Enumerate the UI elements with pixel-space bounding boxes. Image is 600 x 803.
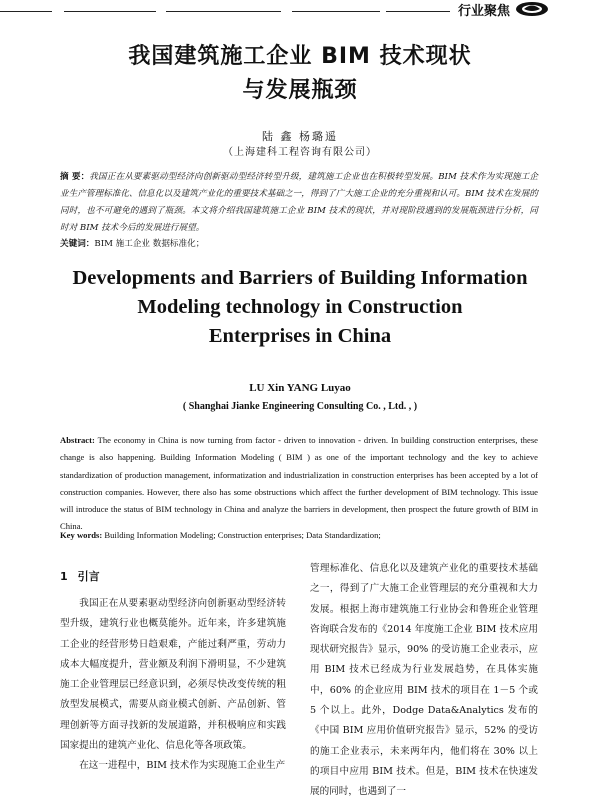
english-keywords [60,528,538,542]
english-title-line-1: Developments and Barriers of Building Information [72,267,528,289]
chinese-authors: 陆 鑫 杨璐遥 [262,130,338,143]
chinese-title [0,40,600,108]
english-affiliation: ( Shanghai Jianke Engineering Consulting Co. , Ltd. , ) [182,401,418,412]
chinese-keywords-label: 关键词： [60,239,95,249]
chinese-keywords [60,237,538,251]
english-abstract-label: Abstract: [60,435,95,445]
chinese-abstract-label: 摘 要： [60,172,90,182]
header-rule [292,11,380,12]
english-authors: LU Xin YANG Luyao [249,382,351,394]
chinese-affiliation: （上海建科工程咨询有限公司） [223,147,377,158]
chinese-abstract-text: 我国正在从要素驱动型经济向创新驱动型经济转型升级，建筑施工企业也在积极转型发展。BIM 技术作为实现施工企业生产管理标准化、信息化以及建筑产业化的重要技术基础之一，得到了广大施工企业的充分重视和认可。BIM 技术在发展的同时，也不可避免的遇到了瓶颈。本文将介绍我国建筑施工企业 BIM 技术的现状，并对现阶段遇到的发展瓶颈进行分析，同时对 BIM 技术今后的发展进行展望。 [60,172,538,233]
english-abstract-text: The economy in China is now turning from factor - driven to innovation - driven. In building construction enterprises, these change is also happening. Building Information Modeling ( BIM ) as one of the important technology and the key to achieve standardization of production management, informatization and industrialization in construction enterprises has been accepted by a lot of construction companies. However, there also has some obstructions which affect the further development of BIM technology. This issue will introduce the status of BIM technology in China and analyze the barriers in development, then prospect the future growth of BIM in China. [60,435,538,532]
body-paragraph: 我国正在从要素驱动型经济向创新驱动型经济转型升级，建筑行业也概莫能外。近年来，许多建筑施工企业的经营形势日趋艰难，产能过剩严重，劳动力成本大幅度提升，营业额及利润下滑明显，不少建筑施工企业管理层已经意识到，必须尽快改变传统的粗放型发展模式，需要从商业模式创新、产品创新、管理创新等方面寻找新的发展道路，并积极响应和实践国家提出的建筑产业化、信息化等各项政策。 [60,598,286,752]
english-keywords-text: Building Information Modeling; Construction enterprises; Data Standardization; [102,530,381,540]
swirl-logo-icon [514,0,550,18]
chinese-keywords-text: BIM 施工企业 数据标准化； [94,239,205,249]
body-paragraph: 在这一进程中，BIM 技术作为实现施工企业生产 [79,760,286,772]
english-abstract [60,432,538,536]
section-number: 1 [60,570,68,583]
body-right-column [310,559,538,803]
header-rule [64,11,156,12]
english-keywords-label: Key words: [60,530,103,540]
chinese-title-line-1: 我国建筑施工企业 BIM 技术现状 [128,44,472,69]
english-title-line-3: Enterprises in China [208,325,392,347]
section-title: 引言 [77,570,100,583]
body-paragraph: 管理标准化、信息化以及建筑产业化的重要技术基础之一，得到了广大施工企业管理层的充分重视和大力发展。根据上海市建筑施工行业协会和鲁班企业管理咨询联合发布的《2014 年度施工企业 BIM 技术应用现状研究报告》显示，90% 的受访施工企业表示，应用 BIM 技术已经成为行业发展趋势，在具体实施中，60% 的企业应用 BIM 技术的项目在 1－5 个或 5 个以上。此外，Dodge Data&Analytics 发布的《中国 BIM 应用价值研究报告》显示，52% 的受访的施工企业表示，未来两年内，他们将在 30% 以上的项目中应用 BIM 技术。但是，BIM 技术在快速发展的同时，也遇到了一 [310,563,538,798]
english-title-line-2: Modeling technology in Construction [137,296,463,318]
section-heading [60,568,100,584]
header-rule [166,11,281,12]
header-rule [386,11,450,12]
header-rule [0,11,52,12]
body-left-column [60,594,286,777]
chinese-abstract [60,169,538,237]
section-label: 行业聚焦 [458,4,511,19]
chinese-title-line-2: 与发展瓶颈 [242,78,358,103]
english-title [0,264,600,351]
